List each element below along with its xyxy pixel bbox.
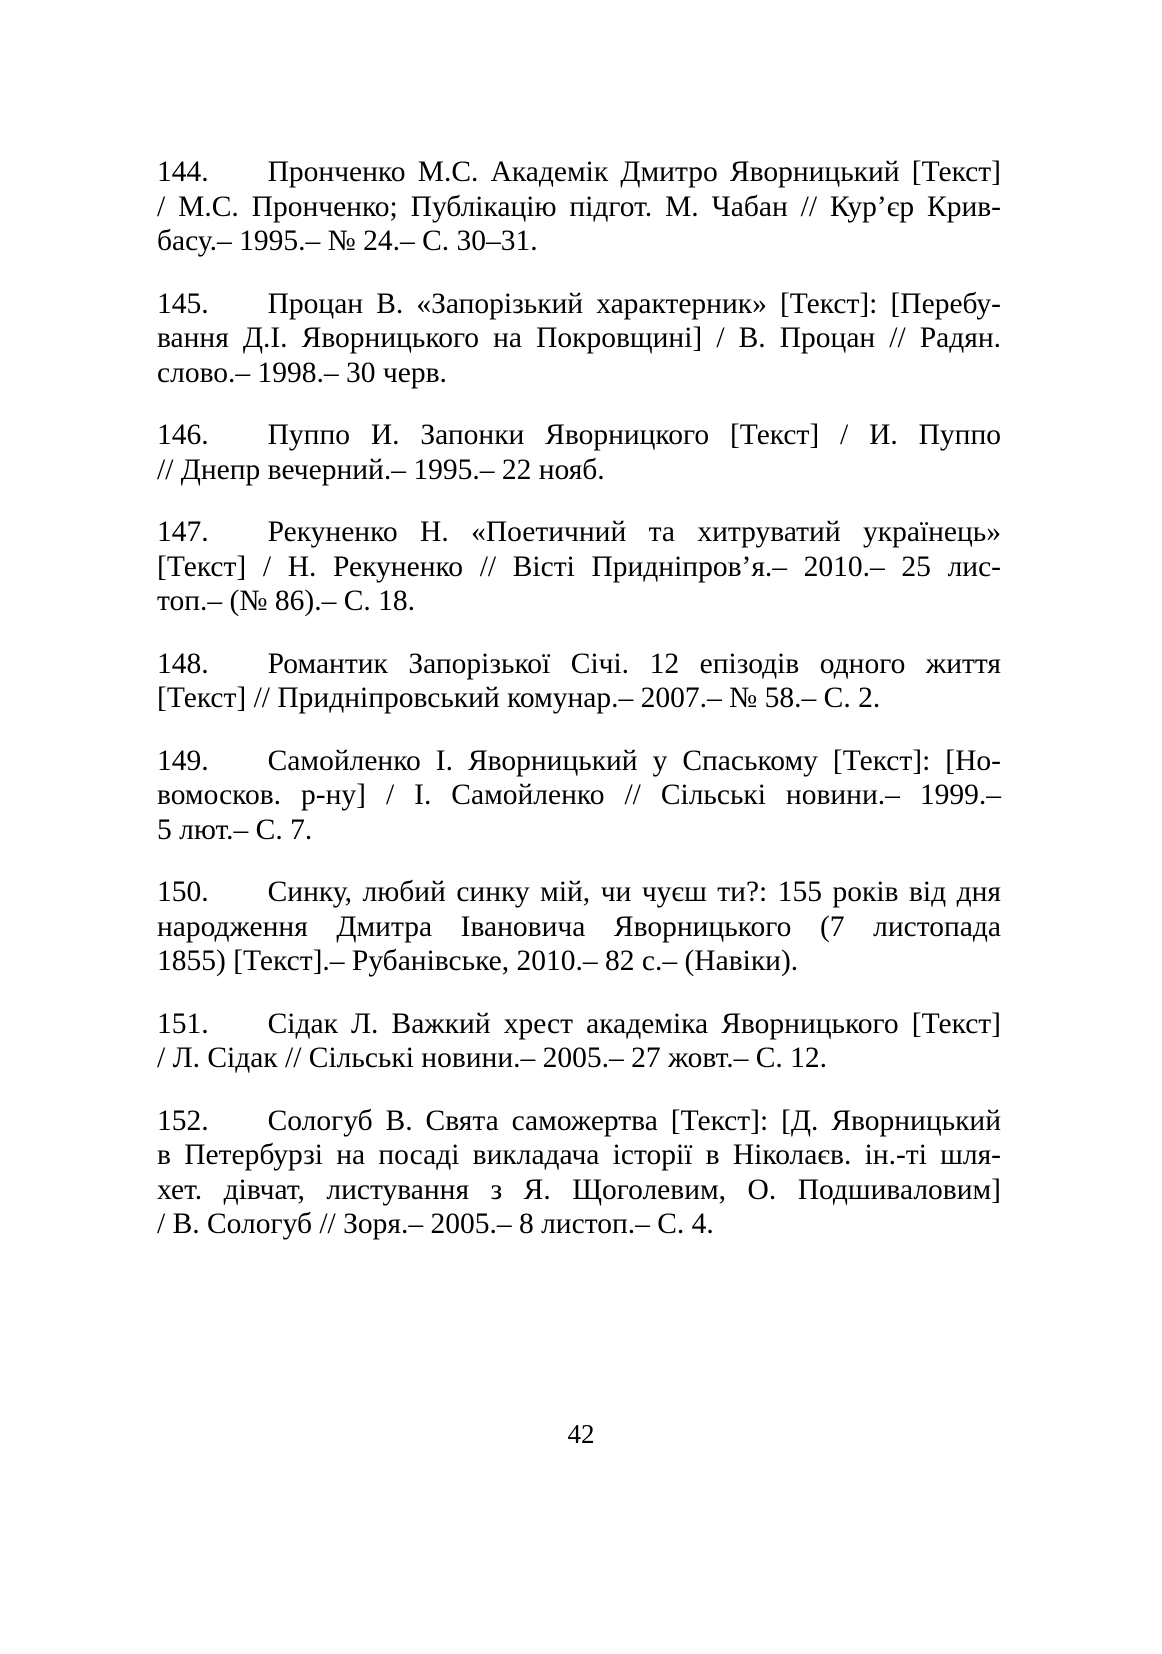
entry-line: / М.С. Пронченко; Публікацію підгот. М. Чабан // Кур’єр Крив- [157,190,1001,223]
bibliography-entry-149 [157,744,1001,848]
entry-line: 149. Самойленко І. Яворницький у Спаському [Текст]: [Но- [157,744,1001,777]
entry-line: топ.– (№ 86).– С. 18. [157,585,416,617]
entry-line: [Текст] / Н. Рекуненко // Вісті Придніпров’я.– 2010.– 25 лис- [157,550,1001,583]
entry-line: 1855) [Текст].– Рубанівське, 2010.– 82 с.– (Навіки). [157,945,799,977]
entry-line: в Петербурзі на посаді викладача історії в Ніколаєв. ін.-ті шля- [157,1139,1001,1171]
entry-line: / В. Сологуб // Зоря.– 2005.– 8 листоп.– С. 4. [157,1208,714,1240]
entry-line: [Текст] // Придніпровський комунар.– 2007.– № 58.– С. 2. [157,682,881,714]
entry-line: 147. Рекуненко Н. «Поетичний та хитруватий українець» [157,516,1001,548]
entry-line: 144. Пронченко М.С. Академік Дмитро Яворницький [Текст] [157,156,1001,188]
bibliography-entry-150 [157,875,1001,979]
bibliography-entry-146 [157,418,1001,487]
entry-line: слово.– 1998.– 30 черв. [157,356,447,389]
entry-line: / Л. Сідак // Сільські новини.– 2005.– 27 жовт.– С. 12. [157,1042,828,1074]
entry-line: 152. Сологуб В. Свята саможертва [Текст]: [Д. Яворницький [157,1104,1001,1137]
bibliography-entry-145 [157,287,1001,391]
entry-line: 148. Романтик Запорізької Січі. 12 епізодів одного життя [157,647,1001,680]
bibliography-list [157,155,1001,1270]
entry-line: 5 лют.– С. 7. [157,813,313,846]
bibliography-entry-151 [157,1007,1001,1076]
entry-line: 150. Синку, любий синку мій, чи чуєш ти?: 155 років від дня [157,876,1001,908]
entry-line: // Днепр вечерний.– 1995.– 22 нояб. [157,453,605,486]
entry-line: хет. дівчат, листування з Я. Щоголевим, О. Подшиваловим] [157,1173,1001,1206]
entry-line: вання Д.І. Яворницького на Покровщині] / В. Процан // Радян. [157,322,1001,354]
bibliography-entry-148 [157,647,1001,716]
bibliography-entry-152 [157,1104,1001,1242]
entry-line: народження Дмитра Івановича Яворницького (7 листопада [157,910,1001,943]
entry-line: басу.– 1995.– № 24.– С. 30–31. [157,225,538,257]
page-number: 42 [567,1419,595,1449]
entry-line: 146. Пуппо И. Запонки Яворницкого [Текст] / И. Пуппо [157,419,1001,451]
bibliography-entry-147 [157,515,1001,619]
entry-line: 151. Сідак Л. Важкий хрест академіка Яворницького [Текст] [157,1007,1001,1040]
entry-line: 145. Процан В. «Запорізький характерник» [Текст]: [Перебу- [157,287,1001,320]
bibliography-entry-144 [157,155,1001,259]
entry-line: вомосков. р-ну] / І. Самойленко // Сільські новини.– 1999.– [157,779,1001,811]
